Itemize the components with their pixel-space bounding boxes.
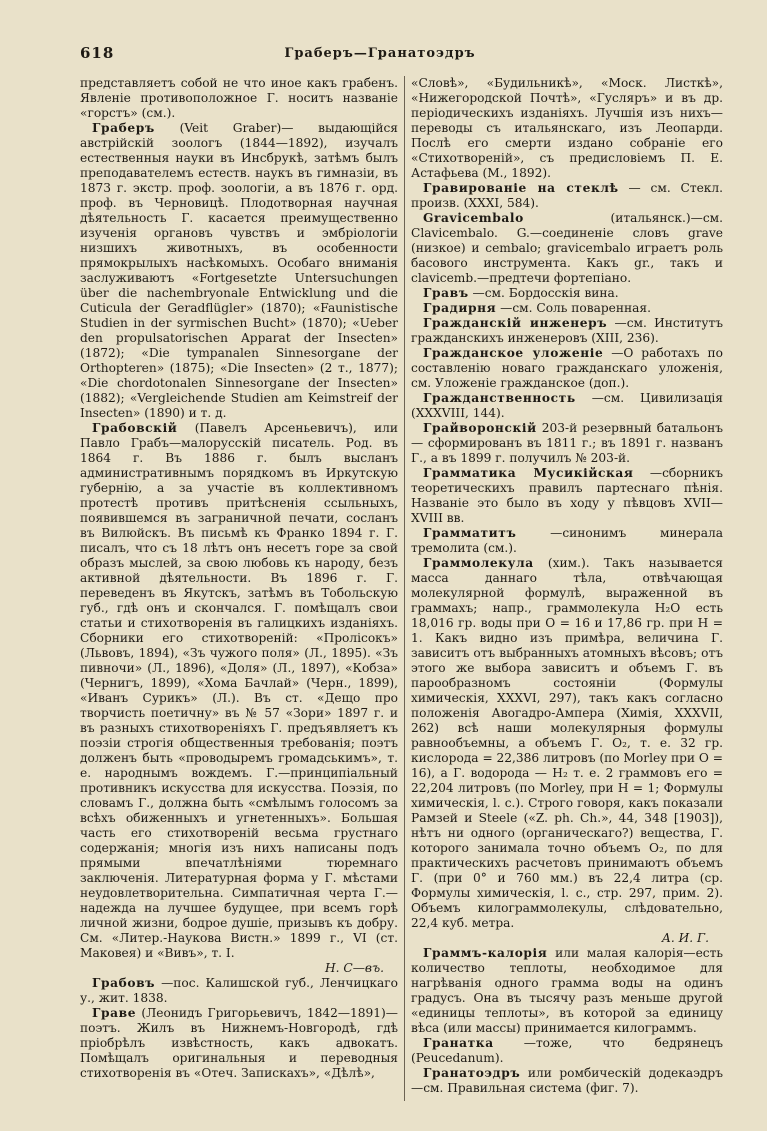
page-number: 618: [80, 44, 115, 62]
entry-text: (хим.). Такъ называется масса даннаго тѣла, отвѣчающая молекулярной формулѣ, выраженной въ граммахъ; напр., граммолекула H₂O есть 18,016 гр. воды при O = 16 и 17,86 гр. при H = 1. Какъ видно изъ примѣра, величина Г. зависитъ отъ выбранныхъ атомныхъ вѣсовъ; отъ этого же выбора зависитъ и объемъ Г. въ парообразномъ состояніи (Формулы химическія, XXXVI, 297), такъ какъ согласно положенія Авогадро-Ампера (Химія, XXXVII, 262) всѣ наши молекулярныя формулы равнообъемны, а объемъ Г. O₂, т. е. 32 гр. кислорода = 22,386 литровъ (по Morley при O = 16), а Г. водорода — H₂ т. е. 2 граммовъ его = 22,204 литровъ (по Morley, при H = 1; Формулы химическія, l. c.). Строго говоря, какъ показали Рамзей и Steele («Z. ph. Ch.», 44, 348 [1903]), нѣтъ ни одного (органическаго?) вещества, Г. которого занимала точно объемъ O₂, по для практическихъ расчетовъ принимаютъ объемъ Г. (при 0° и 760 мм.) въ 22,4 литра (ср. Формулы химическія, l. c., стр. 297, прим. 2). Объемъ килограммолекулы, слѣдовательно, 22,4 куб. метра.: [411, 556, 723, 930]
entry-headword: Грайворонскій: [423, 421, 537, 435]
entry-text: или малая калорія—есть количество теплоты, необходимое для нагрѣванія одного грамма воды на одинъ градусъ. Она въ тысячу разъ меньше другой «единицы теплоты», въ которой за единицу вѣса (или массы) принимается килограммъ.: [411, 946, 724, 1035]
entry-headword: Гравъ: [423, 286, 469, 300]
dictionary-entry: [80, 76, 398, 121]
running-title: Граберъ—Гранатоэдръ: [284, 46, 476, 61]
entry-headword: Граберъ: [92, 121, 155, 135]
entry-text: — см. Стекл. произв. (XXXI, 584).: [411, 181, 724, 210]
dictionary-entry: [411, 556, 723, 946]
entry-headword: Гранатоэдръ: [423, 1066, 521, 1080]
entry-text: (итальянск.)—см. Clavicembalo. G.—соединеніе словъ grave (низкое) и cembalo; gravicembalo играетъ роль басового инструмента. Какъ gr., такъ и clavicemb.—предтечи фортепіано.: [411, 211, 723, 285]
dictionary-entry: [411, 211, 723, 286]
entry-text: «Словѣ», «Будильникѣ», «Моск. Листкѣ», «Нижегородской Почтѣ», «Гусляръ» и въ др. періодическихъ изданіяхъ. Лучшія изъ нихъ—переводы съ итальянскаго, изъ Леопарди. Послѣ его смерти издано собраніе его «Стихотвореній», съ предисловіемъ П. Е. Астафьева (М., 1892).: [411, 76, 723, 180]
dictionary-entry: [80, 1006, 398, 1081]
entry-text: 203-й резервный батальонъ — сформированъ въ 1811 г.; въ 1891 г. названъ Г., а въ 1899 г. получилъ № 203-й.: [411, 421, 723, 465]
dictionary-entry: [411, 1066, 723, 1096]
dictionary-entry: [411, 346, 723, 391]
column-divider: [404, 76, 405, 1101]
dictionary-entry: [411, 466, 723, 526]
dictionary-entry: [411, 1036, 723, 1066]
dictionary-entry: [411, 946, 723, 1036]
entry-text: —см. Институтъ гражданскихъ инженеровъ (XIII, 236).: [411, 316, 724, 345]
entry-headword: Грамматитъ: [423, 526, 517, 540]
left-column: [80, 76, 398, 1081]
dictionary-entry: [411, 421, 723, 466]
entry-headword: Гражданскій инженеръ: [423, 316, 608, 330]
dictionary-entry: [80, 121, 398, 421]
entry-text: —синонимъ минерала тремолита (см.).: [411, 526, 723, 555]
entry-headword: Gravicembalo: [423, 211, 524, 225]
entry-text: —см. Соль поваренная.: [500, 301, 651, 315]
entry-headword: Градирня: [423, 301, 497, 315]
dictionary-entry: [411, 316, 723, 346]
entry-text: —пос. Калишской губ., Ленчицкаго у., жит. 1838.: [80, 976, 398, 1005]
entry-headword: Гражданское уложеніе: [423, 346, 604, 360]
author-signature: А. И. Г.: [661, 931, 709, 945]
dictionary-entry: [80, 421, 398, 976]
dictionary-entry: [411, 76, 723, 181]
entry-text: (Veit Graber)— выдающійся австрійскій зоологъ (1844—1892), изучалъ естественныя науки въ Инсбрукѣ, затѣмъ былъ преподавателемъ естеств. наукъ въ гимназіи, въ 1873 г. экстр. проф. зоологіи, а въ 1876 г. орд. проф. въ Черновицѣ. Плодотворная научная дѣятельность Г. касается преимущественно изученія органовъ чувствъ и эмбріологіи низшихъ животныхъ, въ особенности прямокрылыхъ насѣкомыхъ. Особаго вниманія заслуживаютъ «Fortgesetzte Untersuchungen über die nachembryonale Entwicklung und die Cuticula der Geradflügler» (1870); «Faunistische Studien in der syrmischen Bucht» (1870); «Ueber den propulsatorischen Apparat der Insecten» (1872); «Die tympanalen Sinnesorgane der Orthopteren» (1875); «Die Insecten» (2 т., 1877); «Die chordotonalen Sinnesorgane der Insecten» (1882); «Vergleichende Studien am Keimstreif der Insecten» (1890) и т. д.: [80, 121, 398, 420]
dictionary-entry: [411, 286, 723, 301]
entry-text: или ромбическій додекаэдръ—см. Правильная система (фиг. 7).: [411, 1066, 723, 1095]
author-signature: Н. С—въ.: [325, 961, 384, 975]
entry-headword: Грамматика Мусикійская: [423, 466, 634, 480]
entry-headword: Граммъ-калорія: [423, 946, 548, 960]
entry-headword: Грабовъ: [92, 976, 156, 990]
entry-headword: Гражданственность: [423, 391, 576, 405]
entry-text: представляетъ собой не что иное какъ грабенъ. Явленіе противоположное Г. носитъ названіе «горстъ» (см.).: [80, 76, 398, 120]
entry-headword: Граве: [92, 1006, 137, 1020]
entry-text: —тоже, что бедрянецъ (Peucedanum).: [411, 1036, 723, 1065]
page-header: [80, 44, 680, 66]
right-column: [411, 76, 723, 1096]
dictionary-entry: [411, 526, 723, 556]
entry-headword: Грабовскій: [92, 421, 178, 435]
entry-text: —О работахъ по составленію новаго гражданскаго уложенія, см. Уложеніе гражданское (доп.).: [411, 346, 723, 390]
entry-headword: Граммолекула: [423, 556, 534, 570]
entry-headword: Гравированіе на стеклѣ: [423, 181, 619, 195]
dictionary-entry: [411, 181, 723, 211]
dictionary-entry: [80, 976, 398, 1006]
dictionary-entry: [411, 301, 723, 316]
entry-text: —сборникъ теоретическихъ правилъ партеснаго пѣнія. Названіе это было въ ходу у пѣвцовъ XVII—XVIII вв.: [411, 466, 723, 525]
entry-text: —см. Бордосскія вина.: [472, 286, 619, 300]
entry-text: —см. Цивилизація (XXXVIII, 144).: [411, 391, 723, 420]
entry-text: (Павелъ Арсеньевичъ), или Павло Грабъ—малорусскій писатель. Род. въ 1864 г. Въ 1886 г. былъ высланъ административнымъ порядкомъ въ Иркутскую губернію, а за участіе въ коллективномъ протестѣ противъ притѣсненія ссыльныхъ, появившемся въ заграничной печати, сосланъ въ Вилюйскъ. Въ письмѣ къ Франко 1894 г. Г. писалъ, что съ 18 лѣтъ онъ несетъ горе за свой образъ мыслей, за свою любовь къ народу, безъ активной дѣятельности. Въ 1896 г. Г. переведенъ въ Якутскъ, затѣмъ въ Тобольскую губ., гдѣ онъ и скончался. Г. помѣщалъ свои статьи и стихотворенія въ галицкихъ изданіяхъ. Сборники его стихотвореній: «Пролісокъ» (Львовъ, 1894), «Зъ чужого поля» (Л., 1895). «Зъ пивночи» (Л., 1896), «Доля» (Л., 1897), «Кобза» (Чернигъ, 1899), «Хома Бачлай» (Черн., 1899), «Иванъ Сурикъ» (Л.). Въ ст. «Дещо про творчисть поетичну» въ № 57 «Зори» 1897 г. и въ разныхъ стихотвореніяхъ Г. предъявляетъ къ поэзіи строгія общественныя требованія; поэтъ долженъ быть «проводыремъ громадськимъ», т. е. народнымъ вождемъ. Г.—принципіальный противникъ искусства для искусства. Поэзія, по словамъ Г., должна быть «смѣлымъ голосомъ за всѣхъ обиженныхъ и угнетенныхъ». Большая часть его стихотвореній весьма грустнаго содержанія; многія изъ нихъ написаны подъ прямыми впечатлѣніями тюремнаго заключенія. Литературная форма у Г. мѣстами неудовлетворительна. Симпатичная черта Г.—надежда на лучшее будущее, при всемъ горѣ личной жизни, бодрое душіе, призывъ къ добру. См. «Литер.-Наукова Вистн.» 1899 г., VI (ст. Маковея) и «Вивъ», т. I.: [80, 421, 399, 960]
dictionary-entry: [411, 391, 723, 421]
entry-headword: Гранатка: [423, 1036, 494, 1050]
entry-text: (Леонидъ Григорьевичъ, 1842—1891)—поэтъ. Жилъ въ Нижнемъ-Новгородѣ, гдѣ пріобрѣлъ извѣстность, какъ адвокатъ. Помѣщалъ оригинальныя и переводныя стихотворенія въ «Отеч. Запискахъ», «Дѣлѣ»,: [80, 1006, 398, 1080]
